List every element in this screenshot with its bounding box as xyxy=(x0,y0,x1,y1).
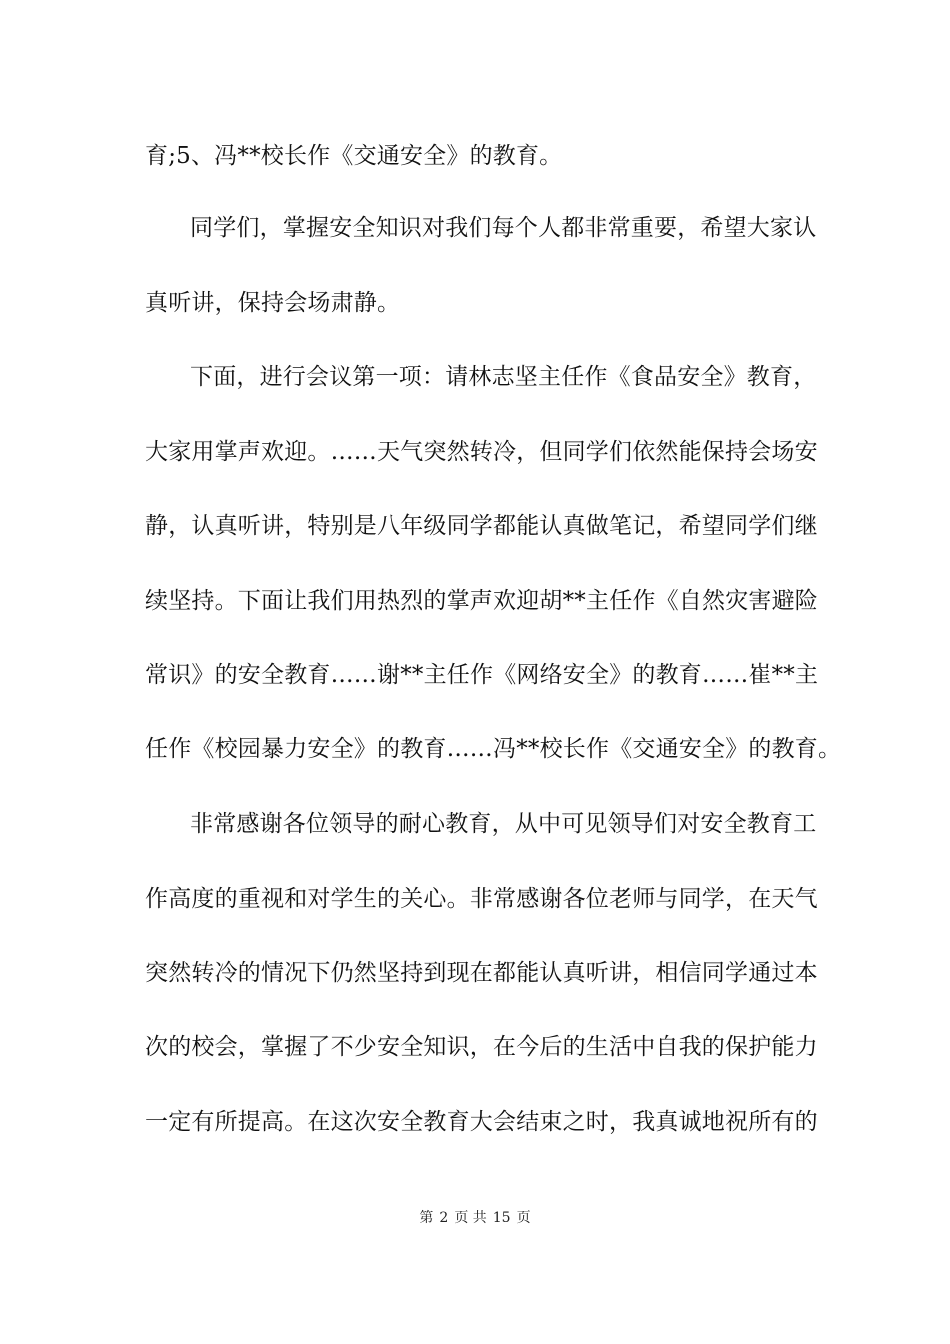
footer-prefix: 第 xyxy=(419,1210,434,1226)
paragraph-line: 任作《校园暴力安全》的教育……冯**校长作《交通安全》的教育。 xyxy=(145,736,842,762)
paragraph-line: 静，认真听讲，特别是八年级同学都能认真做笔记，希望同学们继 xyxy=(145,513,818,539)
paragraph-line: 大家用掌声欢迎。……天气突然转冷，但同学们依然能保持会场安 xyxy=(145,439,818,465)
paragraph-line: 同学们，掌握安全知识对我们每个人都非常重要，希望大家认 xyxy=(190,215,817,241)
paragraph-line: 一定有所提高。在这次安全教育大会结束之时，我真诚地祝所有的 xyxy=(145,1109,818,1135)
footer-total-pages: 15 xyxy=(492,1210,511,1226)
paragraph-line: 育;5、冯**校长作《交通安全》的教育。 xyxy=(145,143,563,169)
page-footer xyxy=(0,1208,950,1228)
paragraph-line: 作高度的重视和对学生的关心。非常感谢各位老师与同学，在天气 xyxy=(145,886,818,912)
footer-middle: 页 共 xyxy=(454,1210,487,1226)
paragraph-line: 次的校会，掌握了不少安全知识，在今后的生活中自我的保护能力 xyxy=(145,1034,818,1060)
paragraph-line: 下面，进行会议第一项：请林志坚主任作《食品安全》教育， xyxy=(190,364,817,390)
paragraph-line: 非常感谢各位领导的耐心教育，从中可见领导们对安全教育工 xyxy=(190,811,817,837)
footer-suffix: 页 xyxy=(516,1210,531,1226)
paragraph-line: 常识》的安全教育……谢**主任作《网络安全》的教育……崔**主 xyxy=(145,662,819,688)
footer-page-number: 2 xyxy=(439,1210,449,1226)
paragraph-line: 真听讲，保持会场肃静。 xyxy=(145,290,401,316)
paragraph-line: 续坚持。下面让我们用热烈的掌声欢迎胡**主任作《自然灾害避险 xyxy=(145,588,818,614)
paragraph-line: 突然转冷的情况下仍然坚持到现在都能认真听讲，相信同学通过本 xyxy=(145,960,818,986)
